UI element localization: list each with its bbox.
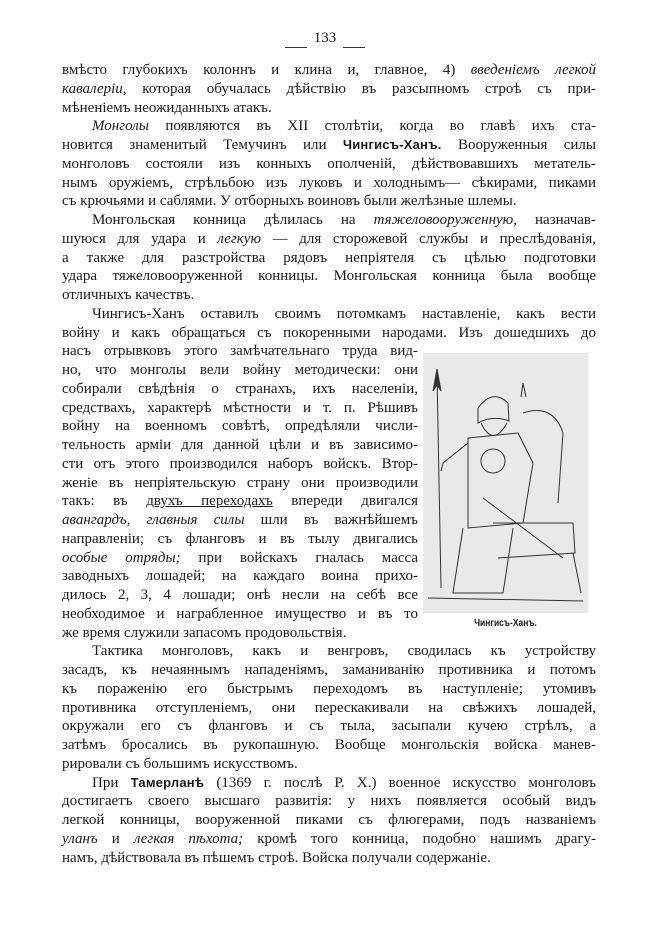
italic-text: тяжеловооруженную, [373, 212, 518, 228]
text-segment: необходимое и награбленное имущество и въ то [62, 605, 418, 622]
text-line [62, 699, 596, 718]
text-line [62, 99, 596, 118]
text-segment: отличныхъ качествъ. [62, 287, 195, 303]
text-segment: впереди двигался [272, 493, 418, 510]
text-segment: сти отъ этого производился наборъ войскъ. Втор- [62, 455, 418, 472]
text-line [62, 61, 596, 80]
text-segment: Вооруженныя силы [441, 137, 597, 153]
text-line [62, 117, 596, 136]
text-line [62, 455, 418, 474]
text-line [62, 211, 596, 230]
text-line [62, 417, 418, 436]
text-segment: кромѣ того конница, подобно нашимъ драгу- [243, 830, 597, 847]
text-segment: появляются въ XII столѣтіи, когда во главѣ ихъ ста- [148, 118, 596, 135]
text-segment: противника отступленіемъ, они перескакивали на свѣжихъ лошадей, [62, 699, 596, 716]
text-line [62, 642, 596, 661]
text-line [62, 849, 596, 868]
italic-text: введеніемъ легкой [470, 62, 597, 78]
text-segment: мѣненіемъ неожиданныхъ атакъ. [62, 99, 272, 116]
italic-text: особые отряды; [62, 549, 181, 566]
text-segment: окружали его съ фланговъ и съ тыла, засыпали кучею стрѣлъ, а [62, 718, 596, 735]
text-line [62, 249, 596, 268]
text-line [62, 624, 418, 643]
text-line [62, 661, 596, 680]
bold-name: Тамерланѣ [130, 774, 205, 790]
text-segment: же время служили запасомъ продовольствія. [62, 624, 347, 641]
genghis-khan-drawing [423, 353, 588, 613]
text-line [62, 605, 418, 624]
text-line [62, 511, 418, 530]
text-line [62, 230, 596, 249]
text-line [62, 342, 418, 361]
text-line [62, 755, 596, 774]
italic-text: легкая пѣхота; [133, 830, 244, 847]
text-segment: затѣмъ бросались въ рукопашную. Вообще монгольскія войска манев- [62, 737, 596, 753]
text-line [62, 324, 596, 343]
figure-caption: Чингисъ-Ханъ. [474, 618, 537, 629]
text-segment: нымъ оружіемъ, стрѣльбою изъ луковъ и холоднымъ— сѣкирами, пиками [62, 174, 596, 191]
italic-text: Монголы [92, 118, 149, 135]
text-segment: но, что монголы вели войну методически: они [62, 362, 418, 378]
text-segment: При [92, 774, 131, 791]
text-segment: войну и какъ обращаться съ покоренными народами. Изъ дошедшихъ до [62, 324, 596, 341]
text-segment: дилось 2, 3, 4 лошади; онѣ несли на себѣ все [62, 587, 418, 603]
text-segment: шли въ важнѣйшемъ [244, 512, 418, 528]
text-line [62, 792, 596, 811]
text-line [62, 680, 596, 699]
text-segment: — для сторожевой службы и преслѣдованія, [261, 230, 596, 247]
text-line [62, 286, 596, 305]
text-line [62, 136, 596, 155]
text-line [62, 586, 418, 605]
text-segment: насъ отрывковъ этого замѣчательнаго труда вид- [62, 343, 418, 360]
text-segment: намъ, дѣйствовала въ пѣшемъ строѣ. Войска получали содержаніе. [62, 849, 491, 866]
text-line [62, 530, 418, 549]
text-segment: вмѣсто глубокихъ колоннъ и клина и, главное, 4) [62, 62, 471, 78]
text-line [62, 436, 418, 455]
text-line [62, 717, 596, 736]
text-segment: тельность арміи для данной цѣли и въ зависимо- [62, 437, 418, 453]
italic-text: легкую [217, 230, 262, 247]
text-line [62, 399, 418, 418]
text-segment: собирали свѣдѣнія о странахъ, ихъ населеніи, [62, 380, 418, 397]
text-line [62, 736, 596, 755]
text-line [62, 474, 418, 493]
text-segment: съ крючьями и саблями. У отборныхъ воиновъ были желѣзные шлемы. [62, 193, 517, 210]
bold-name: Чингисъ-Ханъ. [342, 137, 442, 152]
text-line [62, 361, 418, 380]
underlined-text: двухъ переходахъ [146, 493, 273, 510]
text-segment: монголовъ состояли изъ конныхъ ополченій, дѣйствовавшихъ метатель- [62, 155, 596, 172]
text-segment: удара тяжеловооруженной конницы. Монгольская конница была вообще [62, 268, 596, 285]
text-segment: рировали съ большимъ искусствомъ. [62, 755, 298, 772]
italic-text: авангардъ, главныя силы [62, 512, 245, 528]
page-number: 133 [285, 30, 365, 47]
text-segment: которая обучалась дѣйствію въ разсыпномъ строѣ съ при- [126, 80, 596, 97]
text-line [62, 80, 596, 99]
italic-text: кавалеріи, [62, 80, 127, 97]
text-segment: легкой конницы, вооруженной пиками съ флюгерами, подъ названіемъ [62, 812, 596, 828]
text-line [62, 492, 418, 511]
text-segment: къ пораженію его быстрымъ переходомъ въ наступленіе; утомивъ [62, 680, 596, 697]
text-line [62, 155, 596, 174]
text-line [62, 811, 596, 830]
text-line [62, 774, 596, 793]
text-line [62, 549, 418, 568]
text-segment: такъ: въ [62, 493, 147, 510]
text-segment: женіе въ непріятельскую страну они производили [62, 474, 418, 491]
text-line [62, 305, 596, 324]
text-segment: новится знаменитый Темучинъ или [62, 137, 343, 153]
text-segment: при войскахъ гналась масса [180, 549, 419, 566]
text-segment: засадъ, къ нечаяннымъ нападеніямъ, заманиванію противника и потомъ [62, 662, 596, 678]
text-segment: направленіи; съ фланговъ и въ тылу двигались [62, 530, 418, 547]
text-segment: Чингисъ-Ханъ оставилъ своимъ потомкамъ наставленіе, какъ вести [92, 305, 596, 322]
text-line [62, 267, 596, 286]
text-segment: средствахъ, характерѣ мѣстности и т. п. Рѣшивъ [62, 399, 418, 416]
text-segment: и [97, 830, 134, 847]
text-segment: Монгольская конница дѣлилась на [92, 212, 374, 228]
text-segment: (1369 г. послѣ Р. Х.) военное искусство монголовъ [204, 774, 596, 791]
text-line [62, 174, 596, 193]
text-segment: войну на военномъ совѣтѣ, опредѣляли числи- [62, 418, 418, 435]
text-segment: достигаетъ своего высшаго развитія: у нихъ появляется особый видъ [62, 793, 596, 810]
text-segment: шуюся для удара и [62, 230, 218, 247]
text-segment: а также для разстройства рядовъ непріятеля съ цѣлью подготовки [62, 249, 596, 266]
text-line [62, 567, 418, 586]
illustration-genghis-khan [423, 353, 588, 613]
italic-text: уланъ [62, 830, 98, 847]
text-segment: Тактика монголовъ, какъ и венгровъ, сводилась къ устройству [92, 643, 596, 660]
text-line [62, 380, 418, 399]
text-segment: заводныхъ лошадей; на каждаго воина прихо- [62, 568, 418, 585]
text-line [62, 830, 596, 849]
text-line [62, 192, 596, 211]
text-segment: назначав- [517, 212, 596, 228]
